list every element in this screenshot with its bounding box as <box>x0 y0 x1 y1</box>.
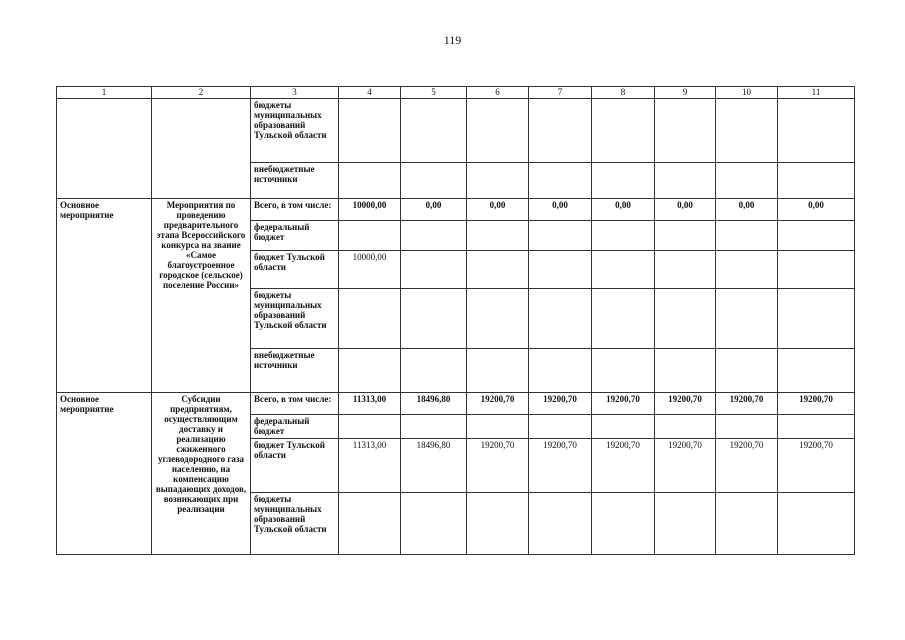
value-cell: 10000,00 <box>339 199 401 221</box>
value-cell <box>401 99 467 163</box>
value-cell <box>778 251 855 289</box>
value-cell <box>401 349 467 393</box>
budget-table <box>56 86 855 555</box>
value-cell: 0,00 <box>401 199 467 221</box>
funding-source-cell: внебюджетные источники <box>251 349 339 393</box>
table-row <box>57 199 855 221</box>
value-cell <box>467 163 529 199</box>
value-cell <box>339 221 401 251</box>
value-cell <box>467 221 529 251</box>
value-cell <box>778 289 855 349</box>
column-header: 9 <box>655 87 716 99</box>
value-cell <box>467 251 529 289</box>
value-cell: 0,00 <box>467 199 529 221</box>
funding-source-cell: бюджет Тульской области <box>251 251 339 289</box>
value-cell: 0,00 <box>778 199 855 221</box>
value-cell: 19200,70 <box>778 439 855 493</box>
funding-source-cell: бюджеты муниципальных образований Тульской области <box>251 289 339 349</box>
column-header: 5 <box>401 87 467 99</box>
event-type-cell <box>57 99 152 199</box>
value-cell <box>529 163 592 199</box>
event-name-cell: Мероприятия по проведению предварительного этапа Всероссийского конкурса на звание «Самое благоустроенное городское (сельское) поселение России» <box>152 199 251 393</box>
funding-source-cell: бюджеты муниципальных образований Тульской области <box>251 493 339 555</box>
value-cell <box>529 349 592 393</box>
value-cell <box>778 349 855 393</box>
value-cell <box>592 221 655 251</box>
value-cell <box>401 493 467 555</box>
value-cell <box>529 99 592 163</box>
value-cell <box>401 221 467 251</box>
value-cell <box>655 163 716 199</box>
value-cell <box>529 251 592 289</box>
value-cell <box>401 289 467 349</box>
event-name-cell <box>152 99 251 199</box>
column-header: 6 <box>467 87 529 99</box>
value-cell <box>467 415 529 439</box>
value-cell <box>716 163 778 199</box>
value-cell <box>529 289 592 349</box>
value-cell <box>655 99 716 163</box>
value-cell: 10000,00 <box>339 251 401 289</box>
value-cell <box>778 99 855 163</box>
value-cell: 19200,70 <box>529 439 592 493</box>
value-cell <box>339 289 401 349</box>
value-cell: 18496,80 <box>401 393 467 415</box>
column-header: 10 <box>716 87 778 99</box>
event-type-cell: Основное мероприятие <box>57 393 152 555</box>
value-cell: 0,00 <box>592 199 655 221</box>
value-cell <box>655 251 716 289</box>
value-cell: 18496,80 <box>401 439 467 493</box>
value-cell <box>655 349 716 393</box>
funding-source-cell: Всего, в том числе: <box>251 199 339 221</box>
value-cell <box>592 163 655 199</box>
event-name-cell: Субсидии предприятиям, осуществляющим доставку и реализацию сжиженного углеводородного газа населению, на компенсацию выпадающих доходов, возникающих при реализации <box>152 393 251 555</box>
value-cell <box>716 221 778 251</box>
value-cell <box>655 289 716 349</box>
header-row <box>57 87 855 99</box>
value-cell: 19200,70 <box>655 439 716 493</box>
value-cell <box>778 493 855 555</box>
event-type-cell: Основное мероприятие <box>57 199 152 393</box>
value-cell <box>716 349 778 393</box>
value-cell <box>716 99 778 163</box>
value-cell <box>339 415 401 439</box>
funding-source-cell: бюджеты муниципальных образований Тульской области <box>251 99 339 163</box>
value-cell <box>467 99 529 163</box>
table-row <box>57 99 855 163</box>
column-header: 7 <box>529 87 592 99</box>
value-cell <box>401 163 467 199</box>
value-cell <box>592 415 655 439</box>
value-cell: 19200,70 <box>716 393 778 415</box>
value-cell: 11313,00 <box>339 439 401 493</box>
value-cell <box>655 493 716 555</box>
value-cell <box>778 221 855 251</box>
value-cell <box>716 415 778 439</box>
value-cell <box>716 251 778 289</box>
value-cell: 19200,70 <box>467 393 529 415</box>
table-row <box>57 393 855 415</box>
funding-source-cell: внебюджетные источники <box>251 163 339 199</box>
value-cell <box>592 493 655 555</box>
value-cell <box>529 221 592 251</box>
value-cell <box>467 289 529 349</box>
column-header: 8 <box>592 87 655 99</box>
value-cell <box>716 289 778 349</box>
column-header: 11 <box>778 87 855 99</box>
page-number: 119 <box>443 33 462 47</box>
column-header: 1 <box>57 87 152 99</box>
value-cell <box>339 349 401 393</box>
value-cell: 19200,70 <box>592 393 655 415</box>
value-cell <box>716 493 778 555</box>
value-cell <box>467 349 529 393</box>
value-cell <box>655 221 716 251</box>
value-cell <box>529 493 592 555</box>
funding-source-cell: федеральный бюджет <box>251 415 339 439</box>
value-cell: 19200,70 <box>778 393 855 415</box>
column-header: 2 <box>152 87 251 99</box>
value-cell: 19200,70 <box>592 439 655 493</box>
value-cell: 19200,70 <box>655 393 716 415</box>
value-cell <box>592 251 655 289</box>
value-cell <box>401 415 467 439</box>
value-cell: 0,00 <box>529 199 592 221</box>
value-cell: 0,00 <box>716 199 778 221</box>
value-cell <box>592 99 655 163</box>
value-cell: 0,00 <box>655 199 716 221</box>
value-cell <box>592 289 655 349</box>
table-body <box>57 99 855 555</box>
value-cell <box>339 493 401 555</box>
funding-source-cell: Всего, в том числе: <box>251 393 339 415</box>
value-cell <box>467 493 529 555</box>
value-cell <box>778 415 855 439</box>
value-cell: 11313,00 <box>339 393 401 415</box>
value-cell <box>529 415 592 439</box>
column-header: 4 <box>339 87 401 99</box>
column-header: 3 <box>251 87 339 99</box>
value-cell <box>655 415 716 439</box>
funding-source-cell: бюджет Тульской области <box>251 439 339 493</box>
value-cell <box>401 251 467 289</box>
value-cell: 19200,70 <box>467 439 529 493</box>
value-cell <box>778 163 855 199</box>
value-cell <box>339 163 401 199</box>
value-cell: 19200,70 <box>716 439 778 493</box>
value-cell <box>592 349 655 393</box>
funding-source-cell: федеральный бюджет <box>251 221 339 251</box>
value-cell <box>339 99 401 163</box>
value-cell: 19200,70 <box>529 393 592 415</box>
